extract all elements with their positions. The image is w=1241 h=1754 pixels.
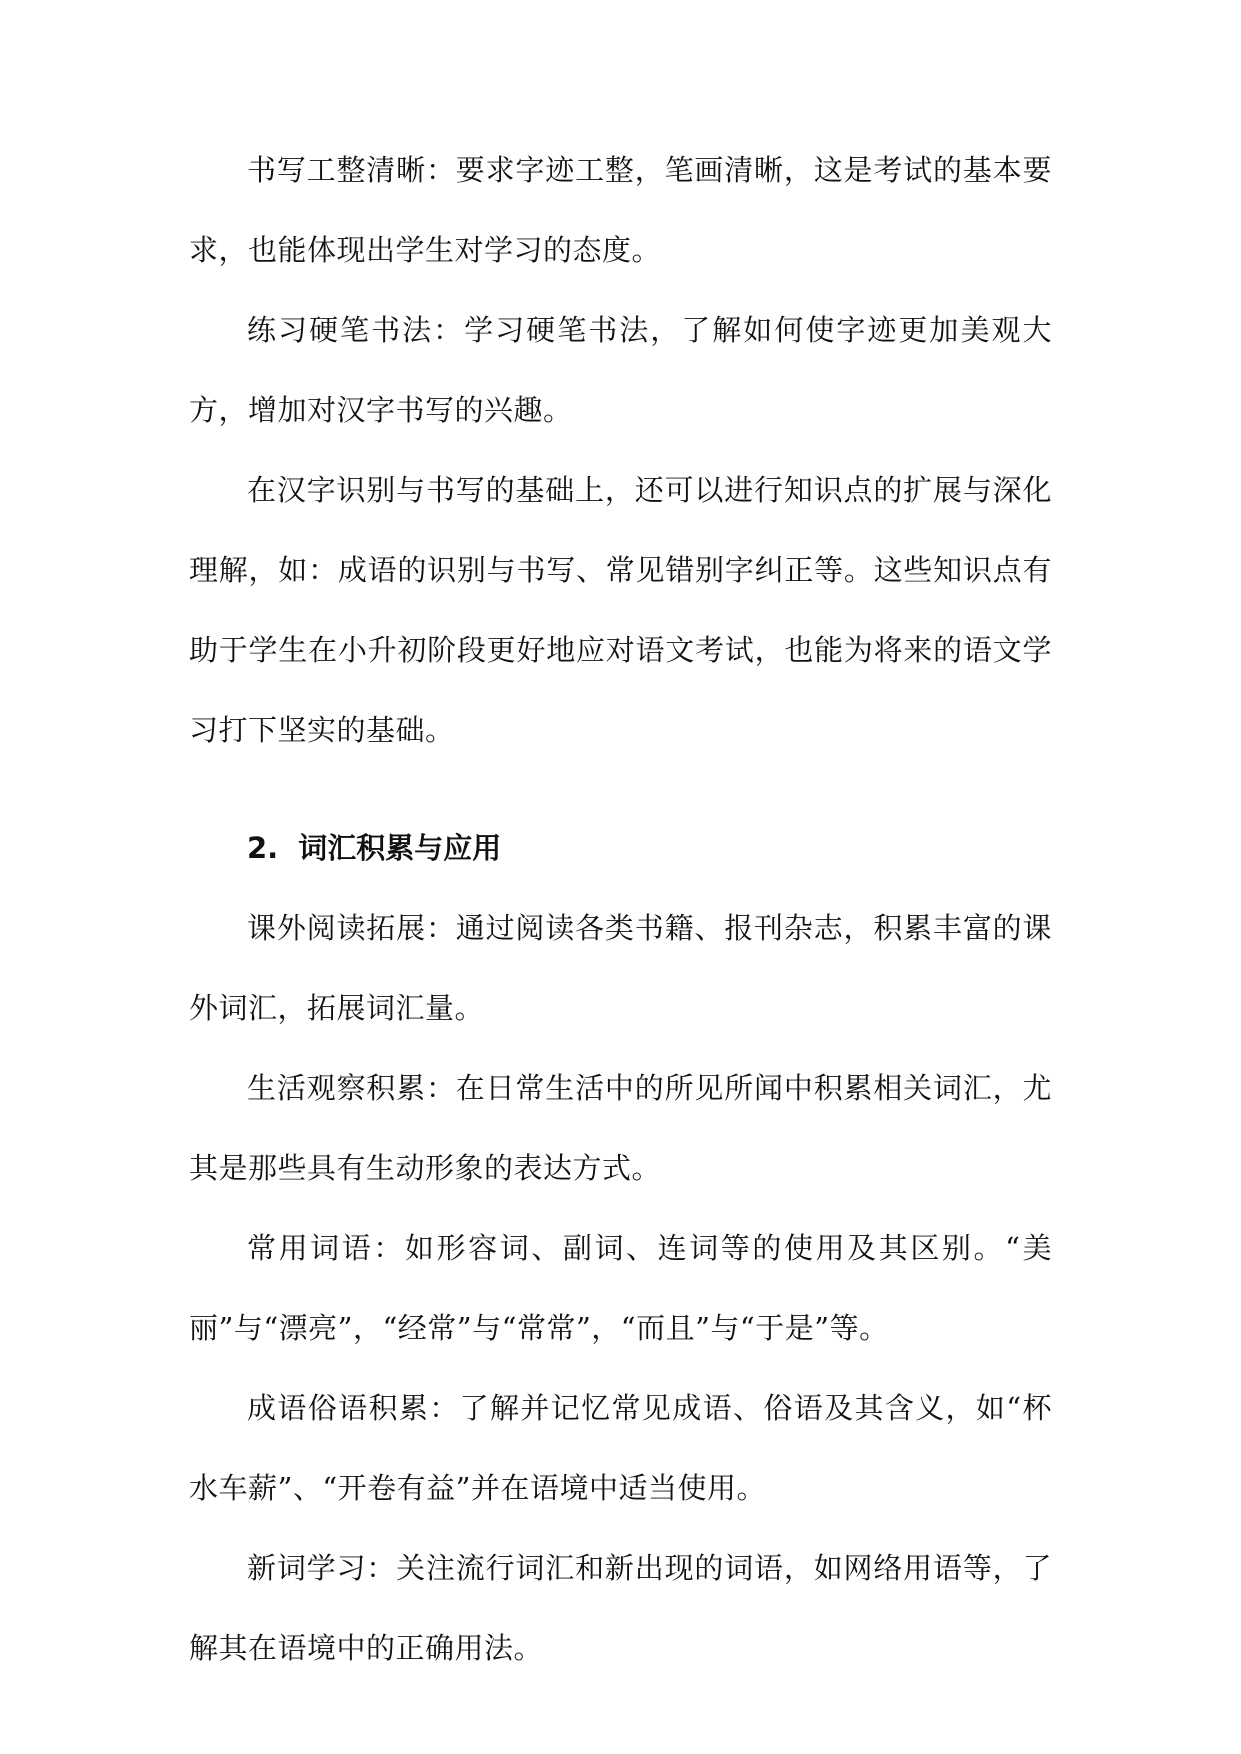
section-heading [189,808,1052,888]
paragraph-handwriting-neat: 书写工整清晰：要求字迹工整，笔画清晰，这是考试的基本要求，也能体现出学生对学习的态度。 [189,153,1052,267]
paragraph-calligraphy-practice: 练习硬笔书法：学习硬笔书法，了解如何使字迹更加美观大方，增加对汉字书写的兴趣。 [189,313,1052,427]
section-title: 词汇积累与应用 [298,831,502,865]
paragraph-knowledge-extension: 在汉字识别与书写的基础上，还可以进行知识点的扩展与深化理解，如：成语的识别与书写、常见错别字纠正等。这些知识点有助于学生在小升初阶段更好地应对语文考试，也能为将来的语文学习打下坚实的基础。 [189,473,1052,747]
paragraph-new-words: 新词学习：关注流行词汇和新出现的词语，如网络用语等，了解其在语境中的正确用法。 [189,1551,1052,1665]
paragraph-reading-expansion: 课外阅读拓展：通过阅读各类书籍、报刊杂志，积累丰富的课外词汇，拓展词汇量。 [189,911,1052,1025]
section-number: 2. [247,831,279,865]
document-page [189,130,1052,1688]
paragraph-common-words: 常用词语：如形容词、副词、连词等的使用及其区别。“美丽”与“漂亮”，“经常”与“常常”，“而且”与“于是”等。 [189,1231,1052,1345]
paragraph-life-observation: 生活观察积累：在日常生活中的所见所闻中积累相关词汇，尤其是那些具有生动形象的表达方式。 [189,1071,1052,1185]
paragraph-idioms: 成语俗语积累：了解并记忆常见成语、俗语及其含义，如“杯水车薪”、“开卷有益”并在语境中适当使用。 [189,1391,1052,1505]
